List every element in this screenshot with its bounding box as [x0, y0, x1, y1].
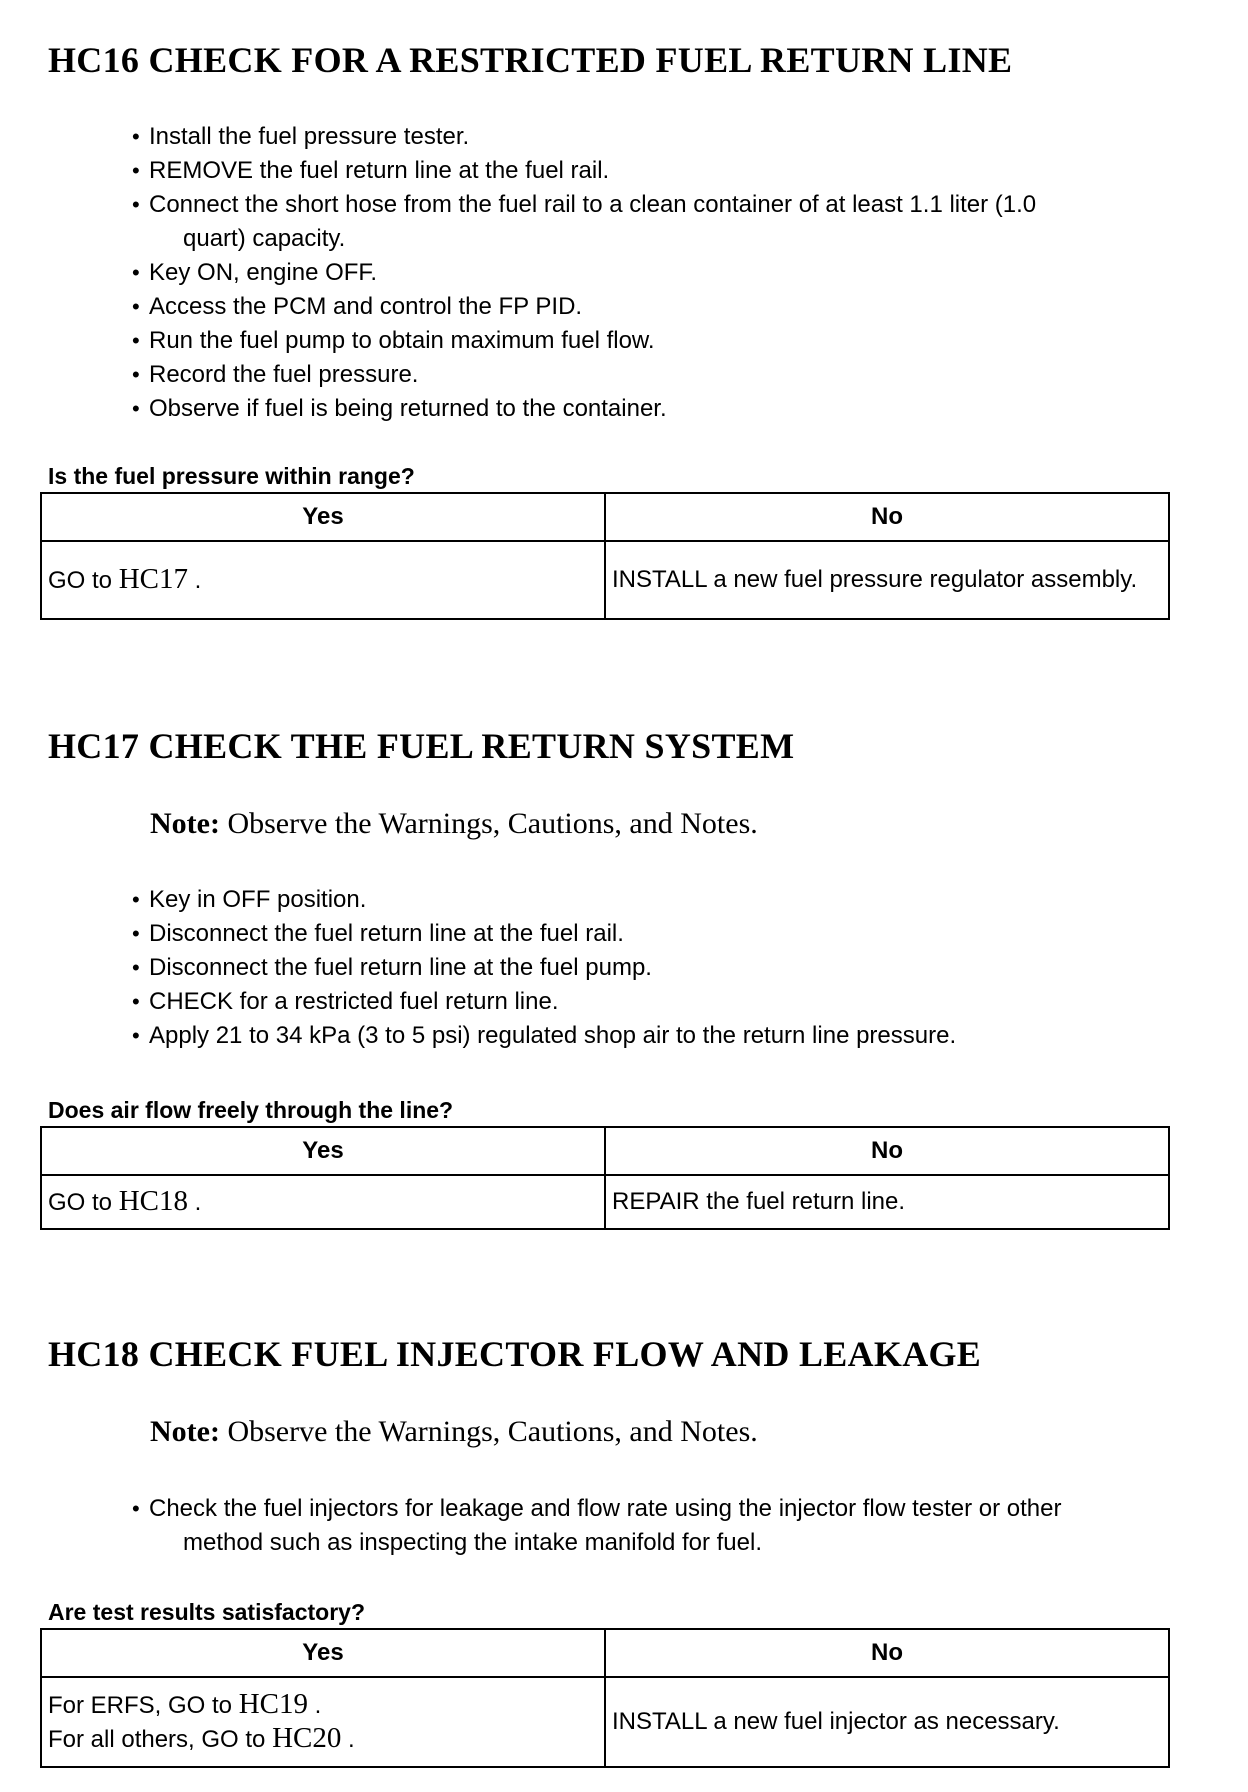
step-reference: HC20: [272, 1722, 342, 1754]
list-item: • REMOVE the fuel return line at the fuel rail.: [132, 154, 1036, 188]
no-header: No: [605, 1127, 1169, 1175]
hc17-title: HC17 CHECK THE FUEL RETURN SYSTEM: [48, 726, 795, 766]
hc18-result-table: [40, 1628, 1170, 1768]
yes-cell: GO to HC17 .: [41, 541, 605, 619]
no-header: No: [605, 1629, 1169, 1677]
step-reference: HC18: [118, 1185, 188, 1217]
hc16-question: Is the fuel pressure within range?: [48, 463, 415, 489]
hc17-note: [150, 806, 758, 842]
no-cell: INSTALL a new fuel pressure regulator assembly.: [605, 541, 1169, 619]
note-label: Note:: [150, 1415, 220, 1448]
no-header: No: [605, 493, 1169, 541]
list-item: • Apply 21 to 34 kPa (3 to 5 psi) regulated shop air to the return line pressure.: [132, 1019, 956, 1053]
list-item: • Key in OFF position.: [132, 883, 956, 917]
note-text: Observe the Warnings, Cautions, and Notes.: [219, 807, 758, 840]
list-item: [132, 188, 1036, 256]
yes-cell: [41, 1677, 605, 1767]
hc17-step-list: [132, 883, 956, 1053]
hc17-result-table: [40, 1126, 1170, 1230]
hc18-note: [150, 1414, 758, 1450]
yes-header: Yes: [41, 493, 605, 541]
hc16-step-list: [132, 120, 1036, 426]
hc17-question: Does air flow freely through the line?: [48, 1097, 454, 1123]
list-item-line: Connect the short hose from the fuel rail to a clean container of at least 1.1 liter (1.0: [149, 191, 1037, 218]
hc16-result-table: [40, 492, 1170, 620]
hc16-title: HC16 CHECK FOR A RESTRICTED FUEL RETURN LINE: [48, 40, 1013, 80]
hc18-title: HC18 CHECK FUEL INJECTOR FLOW AND LEAKAGE: [48, 1334, 982, 1374]
step-reference: HC17: [118, 563, 188, 595]
yes-header: Yes: [41, 1127, 605, 1175]
no-cell: INSTALL a new fuel injector as necessary.: [605, 1677, 1169, 1767]
note-text: Observe the Warnings, Cautions, and Notes.: [219, 1415, 758, 1448]
yes-line: For all others, GO to HC20 .: [48, 1722, 355, 1754]
list-item: • Disconnect the fuel return line at the fuel pump.: [132, 951, 956, 985]
list-item: • Install the fuel pressure tester.: [132, 120, 1036, 154]
list-item: [132, 1492, 1061, 1560]
no-cell: REPAIR the fuel return line.: [605, 1175, 1169, 1229]
list-item-line: method such as inspecting the intake manifold for fuel.: [183, 1529, 762, 1556]
list-item: • CHECK for a restricted fuel return line.: [132, 985, 956, 1019]
list-item: • Observe if fuel is being returned to the container.: [132, 392, 1036, 426]
hc18-question: Are test results satisfactory?: [48, 1599, 366, 1625]
list-item: • Access the PCM and control the FP PID.: [132, 290, 1036, 324]
yes-cell: GO to HC18 .: [41, 1175, 605, 1229]
step-reference: HC19: [238, 1688, 308, 1720]
note-label: Note:: [150, 807, 220, 840]
yes-header: Yes: [41, 1629, 605, 1677]
list-item: • Key ON, engine OFF.: [132, 256, 1036, 290]
list-item: • Run the fuel pump to obtain maximum fuel flow.: [132, 324, 1036, 358]
list-item-line: quart) capacity.: [183, 225, 346, 252]
hc18-step-list: [132, 1492, 1061, 1560]
list-item-line: Check the fuel injectors for leakage and flow rate using the injector flow tester or other: [149, 1495, 1062, 1522]
list-item: • Disconnect the fuel return line at the fuel rail.: [132, 917, 956, 951]
list-item: • Record the fuel pressure.: [132, 358, 1036, 392]
yes-line: For ERFS, GO to HC19 .: [48, 1688, 322, 1720]
